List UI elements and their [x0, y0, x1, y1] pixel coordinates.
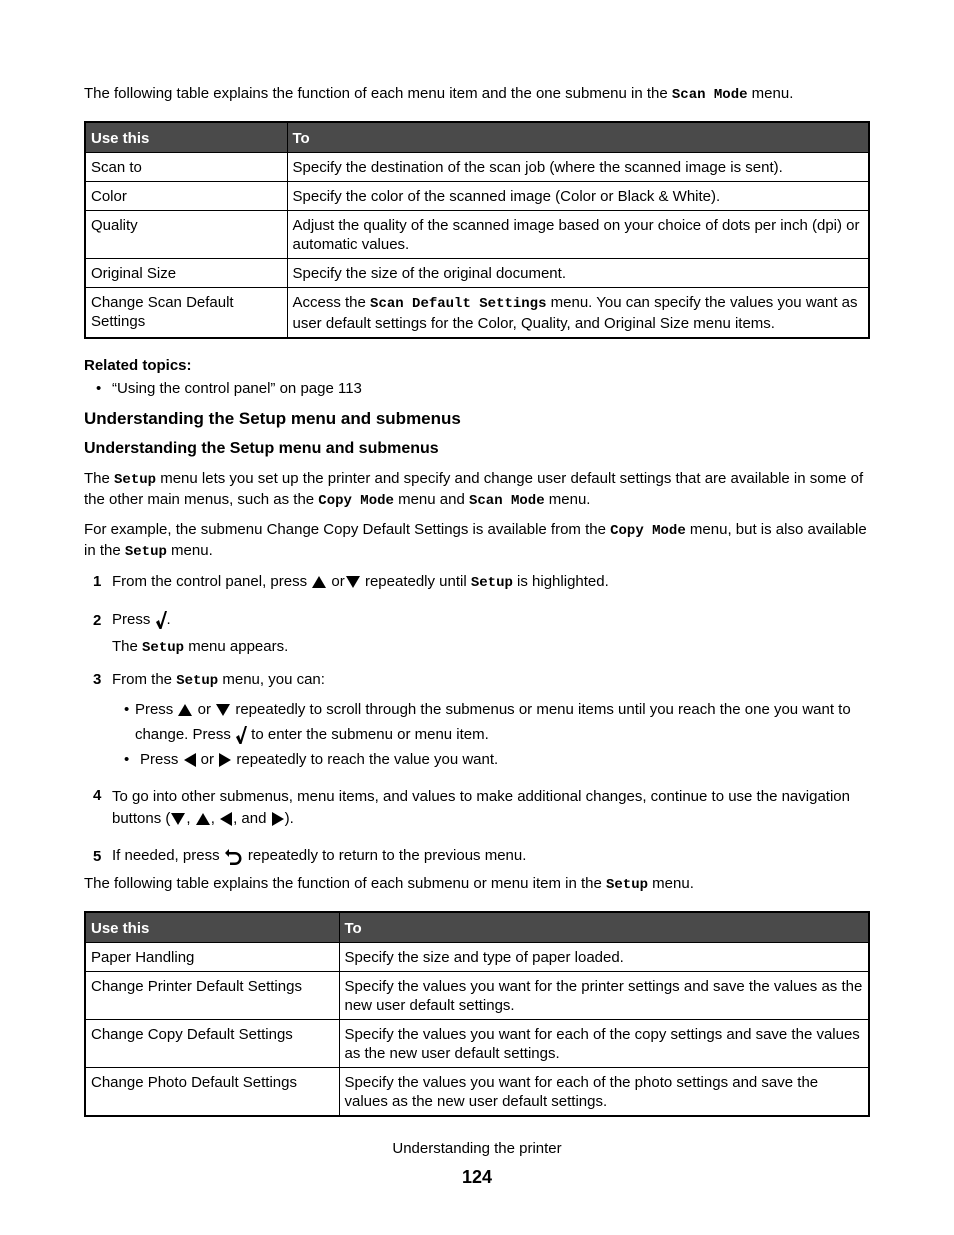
text: menu appears.	[184, 638, 289, 655]
table-row	[85, 288, 869, 339]
text: From the	[112, 671, 177, 688]
text: or	[327, 573, 345, 590]
table-cell: Scan to	[85, 153, 287, 182]
table-cell: Specify the values you want for the printer settings and save the values as the new user default settings.	[339, 972, 869, 1020]
text: or	[193, 701, 216, 718]
table-row	[85, 943, 869, 972]
table-row	[85, 972, 869, 1020]
related-topics-heading: Related topics:	[84, 357, 192, 374]
text: , and	[233, 810, 271, 827]
text: For example, the submenu Change Copy Default Settings is available from the	[84, 521, 611, 538]
text: The	[84, 470, 115, 487]
table-cell: Original Size	[85, 259, 287, 288]
text: The	[112, 638, 143, 655]
right-arrow-icon	[218, 752, 232, 768]
down-arrow-icon	[170, 812, 186, 826]
text: ,	[210, 810, 220, 827]
table-cell: Specify the values you want for each of the photo settings and save the values as the new user default settings.	[339, 1068, 869, 1117]
table-cell: Specify the size and type of paper loaded.	[339, 943, 869, 972]
step-number: 2	[93, 612, 102, 629]
footer-section-title: Understanding the printer	[392, 1140, 562, 1157]
scan-mode-table	[84, 121, 870, 339]
step-2	[84, 607, 870, 658]
table-cell: Specify the destination of the scan job (where the scanned image is sent).	[287, 153, 869, 182]
bullet-icon: •	[96, 380, 102, 397]
bullet-icon: •	[124, 751, 130, 768]
table-cell: Color	[85, 182, 287, 211]
step-number: 3	[93, 671, 102, 688]
list-item	[124, 697, 870, 747]
menu-name-code: Setup	[124, 544, 167, 560]
text: Press	[140, 751, 183, 768]
text: ).	[284, 810, 294, 827]
intro-text: The following table explains the function of each menu item and the one submenu in the	[84, 85, 672, 102]
text: menu and	[393, 491, 469, 508]
up-arrow-icon	[311, 575, 327, 589]
bullet-icon: •	[124, 701, 130, 718]
table-header-row	[85, 912, 869, 943]
text: menu.	[544, 491, 591, 508]
related-topic-item[interactable]	[96, 379, 870, 399]
step-number: 4	[93, 787, 102, 804]
column-header-to: To	[287, 122, 869, 153]
table-row	[85, 1020, 869, 1068]
column-header-to: To	[339, 912, 869, 943]
table-cell: Change Printer Default Settings	[85, 972, 339, 1020]
related-topic-link[interactable]: “Using the control panel” on page 113	[112, 380, 362, 397]
intro-text-end: menu.	[648, 875, 694, 892]
step-3	[84, 670, 870, 772]
down-arrow-icon	[215, 703, 231, 717]
intro-text: The following table explains the function of each submenu or menu item in the	[84, 875, 606, 892]
step-4	[84, 786, 870, 830]
setup-description-paragraph	[84, 469, 870, 511]
table-cell: Quality	[85, 211, 287, 259]
table-cell: Adjust the quality of the scanned image based on your choice of dots per inch (dpi) or automatic values.	[287, 211, 869, 259]
checkmark-select-icon	[155, 610, 167, 630]
table-row	[85, 182, 869, 211]
table-row	[85, 1068, 869, 1117]
up-arrow-icon	[195, 812, 211, 826]
text: menu, but is also available in the	[84, 521, 867, 559]
text: To go into other submenus, menu items, and values to make additional changes, continue to use the navigation buttons (	[112, 788, 850, 827]
text: From the control panel, press	[112, 573, 312, 590]
cell-text: menu. You can specify the values you want as user default settings for the Color, Quality, and Original Size menu items.	[292, 294, 858, 332]
table-cell: Change Copy Default Settings	[85, 1020, 339, 1068]
page-number: 124	[461, 1167, 493, 1187]
column-header-use-this: Use this	[85, 122, 287, 153]
menu-name-code: Setup	[142, 640, 185, 656]
step-number: 1	[93, 573, 102, 590]
menu-name-code: Scan Default Settings	[370, 296, 547, 312]
text: or	[196, 751, 219, 768]
text: repeatedly to scroll through the submenus or menu items until you reach the one you want to change. Press	[134, 701, 851, 743]
table-cell: Paper Handling	[85, 943, 339, 972]
text: menu.	[166, 542, 213, 559]
right-arrow-icon	[271, 811, 285, 827]
page-content	[84, 84, 870, 1117]
up-arrow-icon	[177, 703, 193, 717]
table-cell: Change Photo Default Settings	[85, 1068, 339, 1117]
table-row	[85, 259, 869, 288]
subsection-heading: Understanding the Setup menu and submenus	[84, 440, 439, 457]
section-heading: Understanding the Setup menu and submenus	[84, 409, 461, 428]
checkmark-select-icon	[235, 725, 247, 745]
menu-name-code: Scan Mode	[468, 493, 545, 509]
menu-name-code: Setup	[605, 877, 648, 893]
list-item	[124, 747, 870, 772]
example-paragraph	[84, 520, 870, 562]
intro-paragraph-1	[84, 84, 870, 105]
text: menu lets you set up the printer and specify and change user default settings that are available in some of the other main menus, such as the	[84, 470, 864, 508]
intro-text-end: menu.	[747, 85, 794, 102]
text: .	[166, 611, 171, 628]
text: repeatedly until	[360, 573, 471, 590]
text: If needed, press	[112, 847, 224, 864]
text: Press	[134, 701, 178, 718]
menu-name-code: Setup	[114, 472, 157, 488]
table-cell	[287, 288, 869, 339]
text: repeatedly to reach the value you want.	[232, 751, 499, 768]
cell-text: Access the	[292, 294, 371, 311]
table-cell: Specify the values you want for each of the copy settings and save the values as the new user default settings.	[339, 1020, 869, 1068]
left-arrow-icon	[219, 811, 233, 827]
text: Press	[112, 611, 155, 628]
left-arrow-icon	[183, 752, 197, 768]
back-arrow-icon	[224, 846, 244, 866]
table-row	[85, 153, 869, 182]
down-arrow-icon	[345, 575, 361, 589]
table-cell: Change Scan Default Settings	[85, 288, 287, 339]
column-header-use-this: Use this	[85, 912, 339, 943]
table-row	[85, 211, 869, 259]
step-number: 5	[93, 848, 102, 865]
table-cell: Specify the size of the original document.	[287, 259, 869, 288]
menu-name-code: Scan Mode	[671, 87, 748, 103]
menu-name-code: Copy Mode	[318, 493, 394, 509]
text: is highlighted.	[512, 573, 609, 590]
step-5	[84, 844, 870, 868]
menu-name-code: Setup	[176, 673, 219, 689]
intro-paragraph-2	[84, 874, 870, 895]
text: to enter the submenu or menu item.	[247, 726, 489, 743]
text: repeatedly to return to the previous menu.	[243, 847, 527, 864]
table-header-row	[85, 122, 869, 153]
menu-name-code: Setup	[470, 575, 513, 591]
table-cell: Specify the color of the scanned image (Color or Black & White).	[287, 182, 869, 211]
steps-list	[84, 572, 870, 868]
step-1	[84, 572, 870, 593]
text: ,	[186, 810, 195, 827]
menu-name-code: Copy Mode	[610, 523, 686, 539]
setup-menu-table	[84, 911, 870, 1117]
sub-bullet-list	[112, 697, 870, 772]
text: menu, you can:	[218, 671, 325, 688]
